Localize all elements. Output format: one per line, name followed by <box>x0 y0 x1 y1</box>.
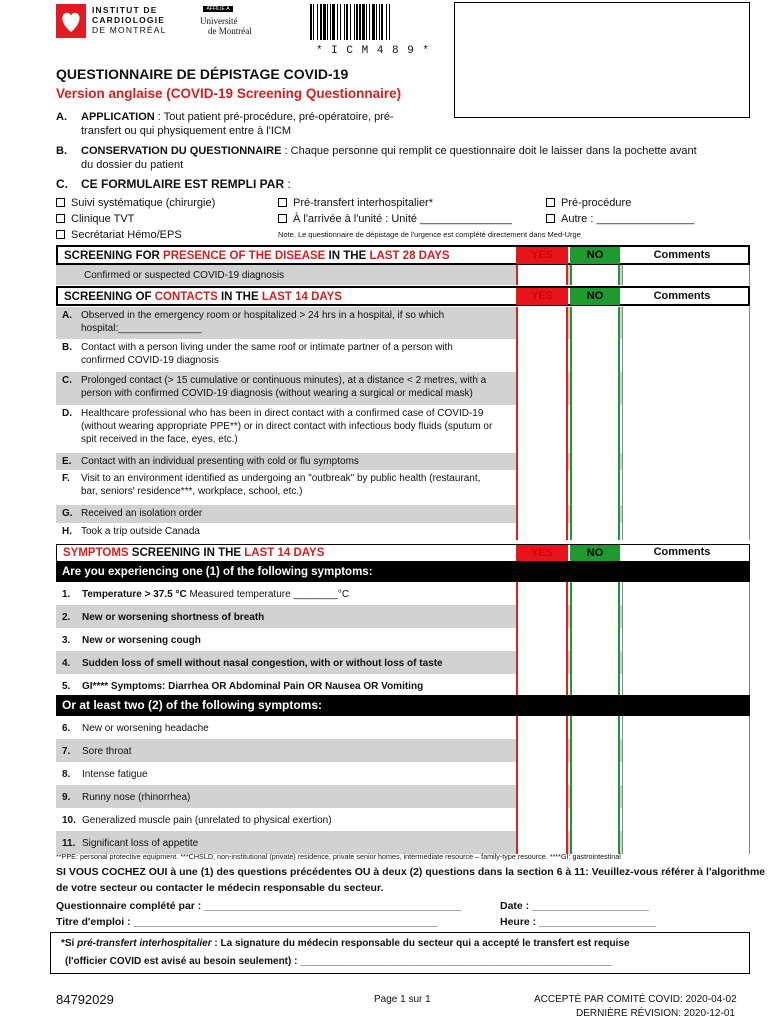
comments-cell[interactable] <box>622 523 750 540</box>
udem-line-2: de Montréal <box>208 26 252 36</box>
udem-line-1: Université <box>200 16 238 26</box>
no-cell[interactable] <box>570 505 620 523</box>
row-text: Took a trip outside Canada <box>81 526 200 537</box>
row-text: New or worsening headache <box>82 723 209 734</box>
comments-header: Comments <box>653 249 711 261</box>
row-text: Visit to an environment identified as undergoing an "outbreak" by public health (restaurant, <box>81 473 481 484</box>
row-text: New or worsening cough <box>82 635 201 646</box>
udem-badge: AFFILIÉ À <box>203 6 233 12</box>
revision-date: DERNIÈRE RÉVISION: 2020-12-01 <box>576 1008 735 1019</box>
disease-header-text: SCREENING FOR PRESENCE OF THE DISEASE IN THE LAST 28 DAYS <box>64 250 450 262</box>
yes-cell[interactable] <box>516 651 568 674</box>
yes-cell[interactable] <box>516 762 568 785</box>
table-row <box>56 831 750 854</box>
contacts-header-text: SCREENING OF CONTACTS IN THE LAST 14 DAYS <box>64 291 342 303</box>
no-header: NO <box>570 288 620 305</box>
icm-logo <box>56 4 216 40</box>
yes-cell[interactable] <box>516 628 568 651</box>
page-title: QUESTIONNAIRE DE DÉPISTAGE COVID-19 <box>56 66 349 82</box>
table-row <box>56 265 750 285</box>
row-number: 4. <box>62 658 71 669</box>
form-code: 84792029 <box>56 992 114 1007</box>
yes-cell[interactable] <box>516 339 568 372</box>
checkbox-icon[interactable] <box>56 198 65 207</box>
completed-by-field[interactable]: Questionnaire complété par : ____________________________________________ <box>56 900 462 912</box>
instructions: SI VOUS COCHEZ OUI à une (1) des questions précédentes OU à deux (2) questions dans la section 6 à 11: Veuillez-vous référer à l'algorithme de votre secteur ou contacter le médecin responsable du secteur. <box>56 866 766 894</box>
yes-header: YES <box>516 545 568 561</box>
row-text: Sudden loss of smell without nasal congestion, with or without loss of taste <box>82 658 443 669</box>
comments-cell[interactable] <box>622 605 750 628</box>
yes-header: YES <box>516 288 568 305</box>
row-text: (without wearing appropriate PPE**) or in direct contact with infectious body fluids (sputum or <box>81 421 493 432</box>
checkbox-icon[interactable] <box>546 214 555 223</box>
yes-cell[interactable] <box>516 523 568 540</box>
comments-cell[interactable] <box>622 265 750 285</box>
table-row <box>56 739 750 762</box>
yes-cell[interactable] <box>516 739 568 762</box>
row-number: 8. <box>62 769 71 780</box>
row-letter: A. <box>62 310 72 321</box>
option-arrivee[interactable]: À l'arrivée à l'unité : Unité _______________ <box>278 211 512 227</box>
option-pre-procedure[interactable]: Pré-procédure <box>546 195 694 211</box>
table-row <box>56 628 750 651</box>
comments-cell[interactable] <box>622 739 750 762</box>
page-subtitle: Version anglaise (COVID-19 Screening Questionnaire) <box>56 86 402 101</box>
yes-cell[interactable] <box>516 582 568 605</box>
row-number: 11. <box>62 838 76 849</box>
comments-cell[interactable] <box>622 307 750 339</box>
row-number: 3. <box>62 635 71 646</box>
row-text: person with confirmed COVID-19 diagnosis (without wearing a surgical or medical mask) <box>81 388 473 399</box>
comments-cell[interactable] <box>622 628 750 651</box>
row-number: 7. <box>62 746 71 757</box>
yes-cell[interactable] <box>516 307 568 339</box>
row-text: Contact with an individual presenting with cold or flu symptoms <box>81 456 359 467</box>
row-text: Contact with a person living under the same roof or intimate partner of a person with <box>81 342 453 353</box>
date-field[interactable]: Date : ____________________ <box>500 900 649 912</box>
symptoms-header-text: SYMPTOMS SCREENING IN THE LAST 14 DAYS <box>63 547 325 559</box>
no-cell[interactable] <box>570 523 620 540</box>
table-row <box>56 785 750 808</box>
no-cell[interactable] <box>570 628 620 651</box>
checkbox-icon[interactable] <box>278 214 287 223</box>
table-row <box>56 523 750 540</box>
table-row <box>56 307 750 339</box>
barcode-icon <box>308 4 433 42</box>
row-text: Observed in the emergency room or hospitalized > 24 hrs in a hospital, if so which <box>81 310 445 321</box>
yes-cell[interactable] <box>516 453 568 470</box>
footnote: **PPE: personal protective equipment. ***CHSLD, non-institutional (private) residence, private senior homes, intermediate resource – family-type resource. ****GI: gastrointestinal <box>56 852 621 861</box>
row-number: 5. <box>62 681 71 692</box>
checkbox-icon[interactable] <box>546 198 555 207</box>
checkbox-icon[interactable] <box>56 230 65 239</box>
row-text: Runny nose (rhinorrhea) <box>82 792 191 803</box>
no-cell[interactable] <box>570 716 620 739</box>
row-letter: E. <box>62 456 72 467</box>
yes-cell[interactable] <box>516 265 568 285</box>
yes-cell[interactable] <box>516 505 568 523</box>
table-row <box>56 808 750 831</box>
heart-logo-icon <box>56 4 86 38</box>
comments-cell[interactable] <box>622 762 750 785</box>
table-row <box>56 405 750 453</box>
comments-cell[interactable] <box>622 470 750 505</box>
row-number: 9. <box>62 792 71 803</box>
row-number: 1. <box>62 589 71 600</box>
row-letter: C. <box>62 375 72 386</box>
comments-cell[interactable] <box>622 651 750 674</box>
page-number: Page 1 sur 1 <box>374 994 431 1005</box>
comments-cell[interactable] <box>622 405 750 453</box>
accepted-date: ACCEPTÉ PAR COMITÉ COVID: 2020-04-02 <box>534 994 737 1005</box>
no-cell[interactable] <box>570 651 620 674</box>
comments-cell[interactable] <box>622 453 750 470</box>
row-text: Received an isolation order <box>81 508 203 519</box>
no-cell[interactable] <box>570 674 620 697</box>
no-header: NO <box>570 545 620 561</box>
row-text: hospital:_______________ <box>81 323 202 334</box>
option-suivi[interactable]: Suivi systématique (chirurgie) <box>56 195 215 211</box>
table-row <box>56 582 750 605</box>
yes-cell[interactable] <box>516 808 568 831</box>
table-row <box>56 339 750 372</box>
options-note: Note. Le questionnaire de dépistage de l'urgence est complété directement dans Med-Urge <box>278 230 581 239</box>
row-text: bar, seniors' residence***, workplace, school, etc.) <box>81 486 303 497</box>
label-box <box>454 2 750 118</box>
row-number: 10. <box>62 815 76 826</box>
table-row <box>56 716 750 739</box>
no-cell[interactable] <box>570 739 620 762</box>
no-cell[interactable] <box>570 605 620 628</box>
table-row <box>56 372 750 405</box>
checkbox-icon[interactable] <box>278 198 287 207</box>
no-cell[interactable] <box>570 831 620 854</box>
options-col3 <box>546 195 694 227</box>
row-text: GI**** Symptoms: Diarrhea OR Abdominal Pain OR Nausea OR Vomiting <box>82 681 424 692</box>
udem-logo <box>200 6 260 38</box>
row-letter: B. <box>62 342 72 353</box>
logo-line-2: CARDIOLOGIE <box>92 15 166 25</box>
section-a: A. APPLICATION : Tout patient pré-procédure, pré-opératoire, pré- transfert ou qui physiquement entre à l'ICM <box>56 111 394 137</box>
no-cell[interactable] <box>570 405 620 453</box>
no-cell[interactable] <box>570 372 620 405</box>
transfer-signature-box: *Si pré-transfert interhospitalier : La signature du médecin responsable du secteur qui a accepté le transfert est requise (l'officier COVID est avisé au besoin seulement) : ________________________________________________________ <box>50 932 750 974</box>
table-row <box>56 505 750 523</box>
yes-cell[interactable] <box>516 831 568 854</box>
yes-cell[interactable] <box>516 674 568 697</box>
no-cell[interactable] <box>570 582 620 605</box>
row-text: Healthcare professional who has been in direct contact with a confirmed case of COVID-19 <box>81 408 484 419</box>
time-field[interactable]: Heure : ____________________ <box>500 916 656 928</box>
job-title-field[interactable]: Titre d'emploi : ____________________________________________________ <box>56 916 438 928</box>
checkbox-icon[interactable] <box>56 214 65 223</box>
option-pre-transfert[interactable]: Pré-transfert interhospitalier* <box>278 195 512 211</box>
option-autre[interactable]: Autre : ________________ <box>546 211 694 227</box>
row-text: Significant loss of appetite <box>82 838 199 849</box>
no-header: NO <box>570 247 620 264</box>
option-secretariat[interactable]: Secrétariat Hémo/EPS <box>56 227 215 243</box>
comments-cell[interactable] <box>622 372 750 405</box>
section-c: C. CE FORMULAIRE EST REMPLI PAR : <box>56 177 291 191</box>
no-cell[interactable] <box>570 453 620 470</box>
yes-cell[interactable] <box>516 405 568 453</box>
yes-header: YES <box>516 247 568 264</box>
comments-cell[interactable] <box>622 582 750 605</box>
row-letter: D. <box>62 408 72 419</box>
comments-cell[interactable] <box>622 339 750 372</box>
row-number: 2. <box>62 612 71 623</box>
yes-cell[interactable] <box>516 716 568 739</box>
section-b: B. CONSERVATION DU QUESTIONNAIRE : Chaque personne qui remplit ce questionnaire doit le laisser dans la pochette avant du dossier du patient <box>56 145 697 171</box>
comments-cell[interactable] <box>622 831 750 854</box>
no-cell[interactable] <box>570 470 620 505</box>
comments-cell[interactable] <box>622 674 750 697</box>
barcode <box>308 4 438 57</box>
symptoms-bar-one: Are you experiencing one (1) of the following symptoms: <box>56 562 750 582</box>
no-cell[interactable] <box>570 785 620 808</box>
logo-line-1: INSTITUT DE <box>92 5 158 15</box>
comments-cell[interactable] <box>622 808 750 831</box>
barcode-text: * I C M 4 8 9 * <box>315 45 431 57</box>
table-row <box>56 651 750 674</box>
options-col1 <box>56 195 215 243</box>
row-number: 6. <box>62 723 71 734</box>
no-cell[interactable] <box>570 339 620 372</box>
option-clinique[interactable]: Clinique TVT <box>56 211 215 227</box>
no-cell[interactable] <box>570 762 620 785</box>
row-text: spit received in the face, eyes, etc.) <box>81 434 238 445</box>
row-text: Intense fatigue <box>82 769 148 780</box>
row-letter: G. <box>62 508 73 519</box>
table-row <box>56 674 750 697</box>
row-text: Sore throat <box>82 746 132 757</box>
no-cell[interactable] <box>570 808 620 831</box>
table-row <box>56 762 750 785</box>
yes-cell[interactable] <box>516 470 568 505</box>
no-cell[interactable] <box>570 265 620 285</box>
row-text: confirmed COVID-19 diagnosis <box>81 355 219 366</box>
row-text: Confirmed or suspected COVID-19 diagnosis <box>84 270 285 281</box>
row-text: Prolonged contact (> 15 cumulative or continuous minutes), at a distance < 2 metres, with a <box>81 375 487 386</box>
logo-line-3: DE MONTRÉAL <box>92 25 167 35</box>
row-letter: F. <box>62 473 70 484</box>
table-row <box>56 470 750 505</box>
no-cell[interactable] <box>570 307 620 339</box>
comments-cell[interactable] <box>622 785 750 808</box>
yes-cell[interactable] <box>516 372 568 405</box>
signature-field[interactable]: (l'officier COVID est avisé au besoin seulement) : ________________________________________________________ <box>65 956 612 967</box>
comments-cell[interactable] <box>622 716 750 739</box>
table-row <box>56 453 750 470</box>
comments-header: Comments <box>653 546 711 558</box>
comments-cell[interactable] <box>622 505 750 523</box>
yes-cell[interactable] <box>516 605 568 628</box>
yes-cell[interactable] <box>516 785 568 808</box>
row-letter: H. <box>62 526 72 537</box>
table-row <box>56 605 750 628</box>
row-text: Generalized muscle pain (unrelated to physical exertion) <box>82 815 332 826</box>
options-col2 <box>278 195 512 227</box>
row-text: New or worsening shortness of breath <box>82 612 265 623</box>
row-text: Temperature > 37.5 °C Measured temperature ________°C <box>82 589 350 600</box>
comments-header: Comments <box>653 290 711 302</box>
symptoms-bar-two: Or at least two (2) of the following symptoms: <box>56 695 750 716</box>
